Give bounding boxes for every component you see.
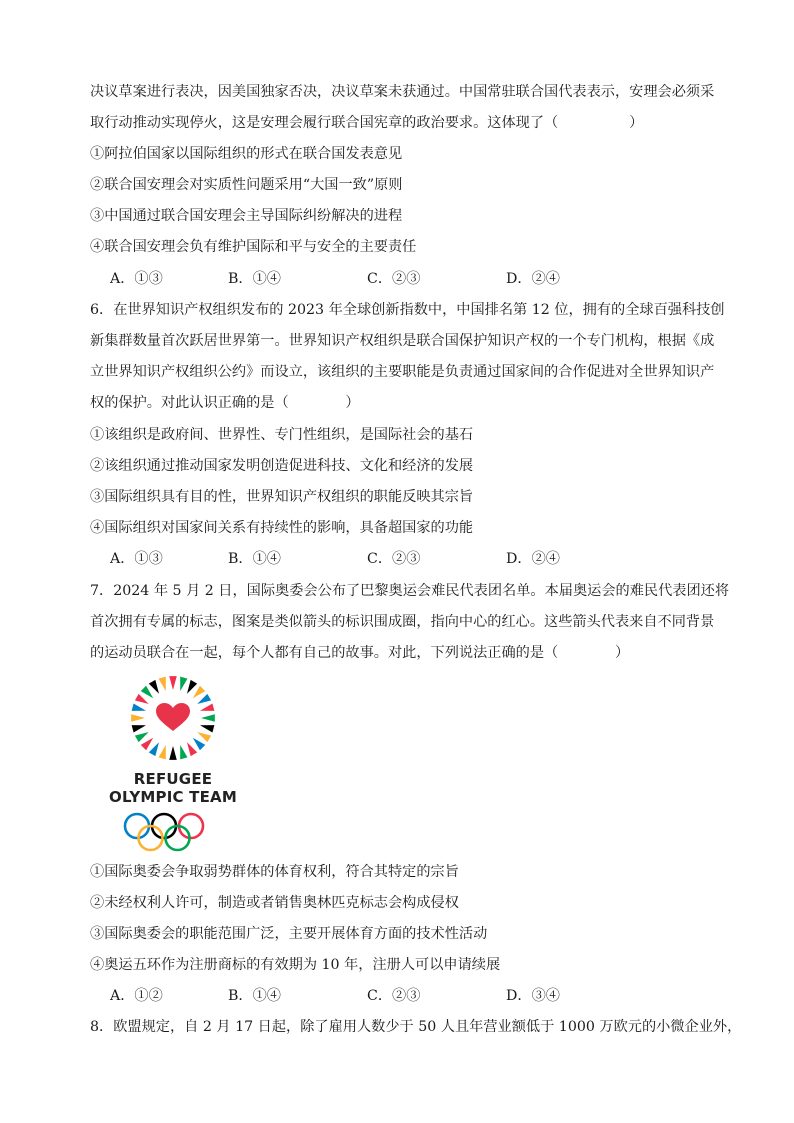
q6-option-c[interactable]: C．②③ (367, 551, 421, 567)
arrow-mark (149, 680, 159, 694)
q5-statement-4: ④联合国安理会负有维护国际和平与安全的主要责任 (90, 239, 417, 255)
q7-stem-line-3: 的运动员联合在一起，每个人都有自己的故事。对此，下列说法正确的是（ ） (90, 645, 630, 661)
q5-statement-2: ②联合国安理会对实质性问题采用“大国一致”原则 (90, 177, 403, 193)
q6-stem-line-3: 立世界知识产权组织公约》而设立，该组织的主要职能是负责通过国家间的合作促进对全世界知识产 (90, 364, 715, 380)
q6-statement-4: ④国际组织对国家间关系有持续性的影响，具备超国家的功能 (90, 520, 474, 536)
arrow-mark (131, 714, 145, 722)
q7-stem-line-2: 首次拥有专属的标志，图案是类似箭头的标识围成圈，指向中心的红心。这些箭头代表来自不同背景 (90, 614, 715, 630)
arrow-mark (200, 704, 214, 711)
q5-stem-line-2: 取行动推动实现停火，这是安理会履行联合国宪章的政治要求。这体现了（ ） (90, 115, 644, 131)
arrow-mark (135, 694, 149, 704)
arrow-mark (193, 686, 205, 698)
q6-option-d[interactable]: D．②④ (506, 551, 560, 567)
q5-option-b[interactable]: B．①④ (228, 271, 281, 287)
arrow-mark (197, 694, 211, 704)
q5-stem-line-1: 决议草案进行表决，因美国独家否决，决议草案未获通过。中国常驻联合国代表表示，安理会必须采 (90, 84, 715, 100)
arrow-ring-emblem (108, 672, 238, 768)
q7-option-a[interactable]: A．①② (110, 988, 163, 1004)
q7-statement-2: ②未经权利人许可，制造或者销售奥林匹克标志会构成侵权 (90, 895, 459, 911)
arrow-mark (197, 732, 211, 742)
q7-statement-1: ①国际奥委会争取弱势群体的体育权利，符合其特定的宗旨 (90, 864, 459, 880)
q5-option-c[interactable]: C．②③ (367, 271, 421, 287)
q6-stem-line-1: 6．在世界知识产权组织发布的 2023 年全球创新指数中，中国排名第 12 位，拥有的全球百强科技创 (90, 302, 725, 318)
q6-stem-line-4: 权的保护。对此认识正确的是（ ） (90, 395, 360, 411)
q6-option-a[interactable]: A．①③ (110, 551, 163, 567)
arrow-mark (132, 725, 146, 732)
q5-option-a[interactable]: A．①③ (110, 271, 163, 287)
arrow-mark (159, 745, 166, 759)
arrow-mark (180, 745, 187, 759)
arrow-mark (187, 742, 197, 756)
q8-stem-line-1: 8．欧盟规定，自 2 月 17 日起，除了雇用人数少于 50 人且年营业额低于 1000 万欧元的小微企业外， (90, 1019, 742, 1035)
arrow-mark (159, 677, 166, 691)
arrow-mark (169, 746, 177, 760)
q6-statement-1: ①该组织是政府间、世界性、专门性组织，是国际社会的基石 (90, 427, 474, 443)
q6-statement-2: ②该组织通过推动国家发明创造促进科技、文化和经济的发展 (90, 458, 474, 474)
arrow-mark (193, 738, 205, 750)
arrow-mark (180, 677, 187, 691)
heart-icon (156, 703, 190, 731)
arrow-mark (141, 738, 153, 750)
q7-option-d[interactable]: D．③④ (506, 988, 560, 1004)
q6-option-b[interactable]: B．①④ (228, 551, 281, 567)
arrow-mark (169, 676, 177, 690)
q5-statement-3: ③中国通过联合国安理会主导国际纠纷解决的进程 (90, 208, 403, 224)
q6-options (110, 549, 710, 569)
q6-statement-3: ③国际组织具有目的性，世界知识产权组织的职能反映其宗旨 (90, 489, 474, 505)
q5-options (110, 269, 710, 289)
q7-options (110, 986, 710, 1006)
q7-option-b[interactable]: B．①④ (228, 988, 281, 1004)
arrow-mark (187, 680, 197, 694)
q5-statement-1: ①阿拉伯国家以国际组织的形式在联合国发表意见 (90, 146, 403, 162)
olympic-rings-icon (108, 810, 238, 854)
arrow-mark (200, 725, 214, 732)
arrow-mark (141, 686, 153, 698)
q6-stem-line-2: 新集群数量首次跃居世界第一。世界知识产权组织是联合国保护知识产权的一个专门机构，根据《成 (90, 333, 715, 349)
q7-option-c[interactable]: C．②③ (367, 988, 421, 1004)
arrow-mark (135, 732, 149, 742)
logo-text-olympic-team: OLYMPIC TEAM (109, 788, 237, 806)
logo-text-refugee: REFUGEE (133, 770, 213, 788)
q7-statement-3: ③国际奥委会的职能范围广泛，主要开展体育方面的技术性活动 (90, 926, 488, 942)
q7-stem-line-1: 7．2024 年 5 月 2 日，国际奥委会公布了巴黎奥运会难民代表团名单。本届奥运会的难民代表团还将 (90, 583, 730, 599)
arrow-mark (149, 742, 159, 756)
refugee-olympic-team-logo (108, 672, 238, 854)
q7-statement-4: ④奥运五环作为注册商标的有效期为 10 年，注册人可以申请续展 (90, 957, 501, 973)
arrow-mark (201, 714, 215, 722)
q5-option-d[interactable]: D．②④ (506, 271, 560, 287)
arrow-mark (132, 704, 146, 711)
